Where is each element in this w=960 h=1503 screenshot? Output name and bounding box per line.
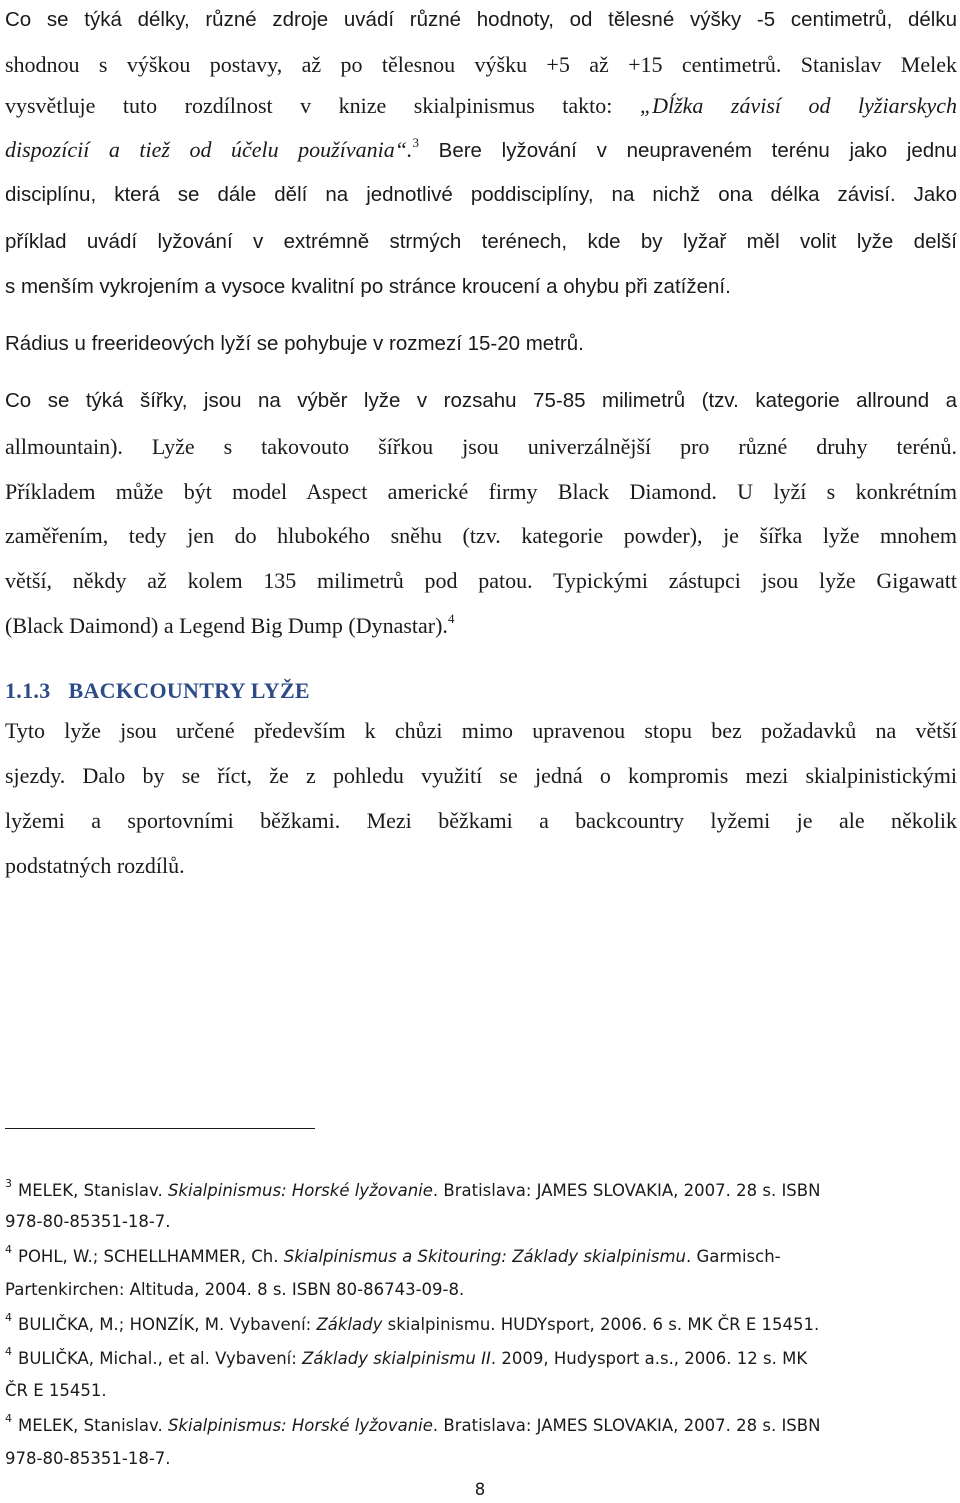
text-line: Co se týká šířky, jsou na výběr lyže v rozsahu 75-85 milimetrů (tzv. kategorie allround a xyxy=(5,389,957,412)
text-line xyxy=(5,91,957,121)
footnote-title: Základy skialpinismu II xyxy=(302,1349,491,1368)
text-line: větší, někdy až kolem 135 milimetrů pod patou. Typickými zástupci jsou lyže Gigawatt xyxy=(5,568,957,593)
footnote-mark: 4 xyxy=(5,1310,12,1324)
footnote-title: Základy xyxy=(316,1315,383,1334)
footnote-line xyxy=(5,1244,781,1270)
text-line: Co se týká délky, různé zdroje uvádí různé hodnoty, od tělesné výšky -5 centimetrů, délku xyxy=(5,8,957,31)
footnote-text: MELEK, Stanislav. xyxy=(18,1181,168,1200)
footnote-text: . Bratislava: JAMES SLOVAKIA, 2007. 28 s. ISBN xyxy=(432,1416,821,1435)
footnote-mark: 4 xyxy=(5,1344,12,1358)
text-span: vysvětluje tuto rozdílnost v knize skialpinismus takto: xyxy=(5,93,640,118)
section-number: 1.1.3 xyxy=(5,678,51,703)
footnote-separator xyxy=(5,1128,315,1129)
footnote-ref: 3 xyxy=(412,134,419,150)
footnote-ref: 4 xyxy=(447,610,455,626)
text-line: zaměřením, tedy jen do hlubokého sněhu (tzv. kategorie powder), je šířka lyže mnohem xyxy=(5,523,957,548)
footnote-title: Skialpinismus: Horské lyžovanie xyxy=(167,1181,433,1200)
text-line: Rádius u freerideových lyží se pohybuje v rozmezí 15-20 metrů. xyxy=(5,332,584,355)
footnote-text: . Bratislava: JAMES SLOVAKIA, 2007. 28 s. ISBN xyxy=(432,1181,821,1200)
text-line: Tyto lyže jsou určené především k chůzi mimo upravenou stopu bez požadavků na větší xyxy=(5,718,957,743)
text-line: sjezdy. Dalo by se říct, že z pohledu využití se jedná o kompromis mezi skialpinistickými xyxy=(5,763,957,788)
footnote-title: Skialpinismus: Horské lyžovanie xyxy=(167,1416,433,1435)
footnote-text: skialpinismu. HUDYsport, 2006. 6 s. MK ČR E 15451. xyxy=(382,1315,820,1334)
text-line: disciplínu, která se dále dělí na jednotlivé poddisciplíny, na nichž ona délka závisí. Jako xyxy=(5,183,957,206)
text-line xyxy=(5,135,957,165)
footnote-line: ČR E 15451. xyxy=(5,1381,107,1400)
footnote-text: MELEK, Stanislav. xyxy=(18,1416,168,1435)
footnote-mark: 4 xyxy=(5,1242,12,1256)
text-line: příklad uvádí lyžování v extrémně strmých terénech, kde by lyžař měl volit lyže delší xyxy=(5,230,957,253)
footnote-mark: 4 xyxy=(5,1411,12,1425)
quote-italic: dispozícií a tiež od účelu používania“. xyxy=(5,137,413,162)
footnote-line: 978-80-85351-18-7. xyxy=(5,1212,171,1231)
page-number: 8 xyxy=(474,1480,486,1499)
footnote-line xyxy=(5,1312,819,1338)
footnote-line: 978-80-85351-18-7. xyxy=(5,1449,171,1468)
footnote-text: . Garmisch- xyxy=(686,1247,781,1266)
footnote-line xyxy=(5,1346,807,1372)
text-line: Příkladem může být model Aspect americké firmy Black Diamond. U lyží s konkrétním xyxy=(5,479,957,504)
footnote-line xyxy=(5,1178,820,1204)
text-span: (Black Daimond) a Legend Big Dump (Dynastar). xyxy=(5,613,448,638)
text-line: lyžemi a sportovními běžkami. Mezi běžkami a backcountry lyžemi je ale několik xyxy=(5,808,957,833)
text-line: s menším vykrojením a vysoce kvalitní po stránce kroucení a ohybu při zatížení. xyxy=(5,275,731,298)
text-line: allmountain). Lyže s takovouto šířkou jsou univerzálnější pro různé druhy terénů. xyxy=(5,434,957,459)
footnote-line: Partenkirchen: Altituda, 2004. 8 s. ISBN 80-86743-09-8. xyxy=(5,1280,465,1299)
footnote-text: POHL, W.; SCHELLHAMMER, Ch. xyxy=(18,1247,284,1266)
section-heading xyxy=(5,678,310,704)
footnote-line xyxy=(5,1413,820,1439)
footnote-text: BULIČKA, Michal., et al. Vybavení: xyxy=(18,1349,303,1368)
text-line: shodnou s výškou postavy, až po tělesnou výšku +5 až +15 centimetrů. Stanislav Melek xyxy=(5,52,957,77)
text-line: podstatných rozdílů. xyxy=(5,853,185,878)
footnote-text: . 2009, Hudysport a.s., 2006. 12 s. MK xyxy=(490,1349,808,1368)
quote-italic: „Dĺžka závisí od lyžiarskych xyxy=(639,93,957,118)
footnote-title: Skialpinismus a Skitouring: Základy skialpinismu xyxy=(283,1247,687,1266)
footnote-text: BULIČKA, M.; HONZÍK, M. Vybavení: xyxy=(18,1315,317,1334)
text-span: Bere lyžování v neupraveném terénu jako jednu xyxy=(418,139,957,162)
footnote-mark: 3 xyxy=(5,1176,12,1190)
section-title: BACKCOUNTRY LYŽE xyxy=(68,678,310,703)
text-line xyxy=(5,611,957,641)
